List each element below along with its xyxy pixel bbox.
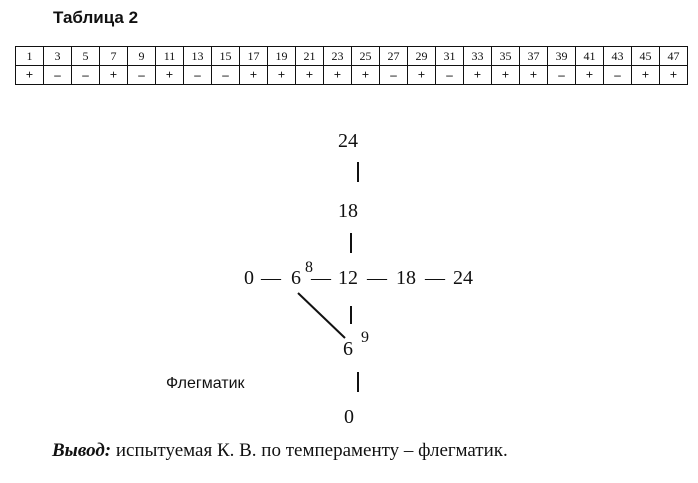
answer-sign-cell: + bbox=[296, 66, 324, 85]
question-number-cell: 29 bbox=[408, 47, 436, 66]
question-number-cell: 23 bbox=[324, 47, 352, 66]
answer-sign-cell: + bbox=[576, 66, 604, 85]
axis-dash: — bbox=[425, 267, 445, 289]
axis-tick bbox=[350, 306, 352, 324]
axis-upper-value: 18 bbox=[338, 200, 358, 222]
answer-sign-cell: + bbox=[268, 66, 296, 85]
axis-dash: — bbox=[311, 267, 331, 289]
axis-right-eighteen: 18 bbox=[396, 267, 416, 289]
question-number-cell: 15 bbox=[212, 47, 240, 66]
axis-center: 12 bbox=[338, 267, 358, 289]
axis-dash: — bbox=[367, 267, 387, 289]
answer-sign-cell: – bbox=[212, 66, 240, 85]
axis-bottom-value: 0 bbox=[344, 406, 354, 428]
answer-sign-cell: + bbox=[240, 66, 268, 85]
point-mark-nine: 9 bbox=[361, 329, 369, 346]
answer-sign-cell: + bbox=[16, 66, 44, 85]
question-number-cell: 7 bbox=[100, 47, 128, 66]
answers-row bbox=[16, 66, 688, 85]
question-number-cell: 39 bbox=[548, 47, 576, 66]
answer-sign-cell: – bbox=[436, 66, 464, 85]
question-number-cell: 19 bbox=[268, 47, 296, 66]
question-number-cell: 33 bbox=[464, 47, 492, 66]
answer-sign-cell: – bbox=[184, 66, 212, 85]
answer-sign-cell: – bbox=[72, 66, 100, 85]
question-number-cell: 21 bbox=[296, 47, 324, 66]
answer-sign-cell: + bbox=[632, 66, 660, 85]
question-number-cell: 17 bbox=[240, 47, 268, 66]
axis-dash: — bbox=[261, 267, 281, 289]
answer-sign-cell: + bbox=[464, 66, 492, 85]
question-number-cell: 41 bbox=[576, 47, 604, 66]
question-number-cell: 47 bbox=[660, 47, 688, 66]
axis-tick bbox=[357, 372, 359, 392]
table-title: Таблица 2 bbox=[53, 8, 139, 27]
question-number-cell: 11 bbox=[156, 47, 184, 66]
question-number-cell: 45 bbox=[632, 47, 660, 66]
conclusion-text bbox=[52, 440, 508, 462]
answer-sign-cell: + bbox=[660, 66, 688, 85]
axis-right-twentyfour: 24 bbox=[453, 267, 473, 289]
question-number-cell: 5 bbox=[72, 47, 100, 66]
axis-tick bbox=[350, 233, 352, 253]
question-number-cell: 37 bbox=[520, 47, 548, 66]
question-number-cell: 3 bbox=[44, 47, 72, 66]
question-numbers-row bbox=[16, 47, 688, 66]
axis-left-zero: 0 bbox=[244, 267, 254, 289]
temperament-type-label: Флегматик bbox=[166, 375, 245, 392]
answer-sign-cell: + bbox=[100, 66, 128, 85]
conclusion-lead: Вывод: bbox=[52, 440, 112, 461]
axis-left-six: 6 bbox=[291, 267, 301, 289]
answer-sign-cell: – bbox=[548, 66, 576, 85]
answer-sign-cell: – bbox=[604, 66, 632, 85]
answer-sign-cell: + bbox=[156, 66, 184, 85]
question-number-cell: 13 bbox=[184, 47, 212, 66]
question-number-cell: 1 bbox=[16, 47, 44, 66]
point-mark-eight: 8 bbox=[305, 259, 313, 276]
axis-lower-six: 6 bbox=[343, 338, 353, 360]
axis-top-value: 24 bbox=[338, 130, 358, 152]
question-number-cell: 43 bbox=[604, 47, 632, 66]
question-number-cell: 27 bbox=[380, 47, 408, 66]
question-number-cell: 9 bbox=[128, 47, 156, 66]
question-number-cell: 31 bbox=[436, 47, 464, 66]
answer-sign-cell: + bbox=[492, 66, 520, 85]
question-number-cell: 35 bbox=[492, 47, 520, 66]
answer-sign-cell: – bbox=[380, 66, 408, 85]
answers-table bbox=[15, 46, 688, 85]
question-number-cell: 25 bbox=[352, 47, 380, 66]
answer-sign-cell: – bbox=[44, 66, 72, 85]
answer-sign-cell: + bbox=[408, 66, 436, 85]
conclusion-body: испытуемая К. В. по темпераменту – флегматик. bbox=[111, 440, 508, 461]
axis-tick bbox=[357, 162, 359, 182]
answer-sign-cell: – bbox=[128, 66, 156, 85]
answer-sign-cell: + bbox=[352, 66, 380, 85]
answer-sign-cell: + bbox=[324, 66, 352, 85]
answer-sign-cell: + bbox=[520, 66, 548, 85]
